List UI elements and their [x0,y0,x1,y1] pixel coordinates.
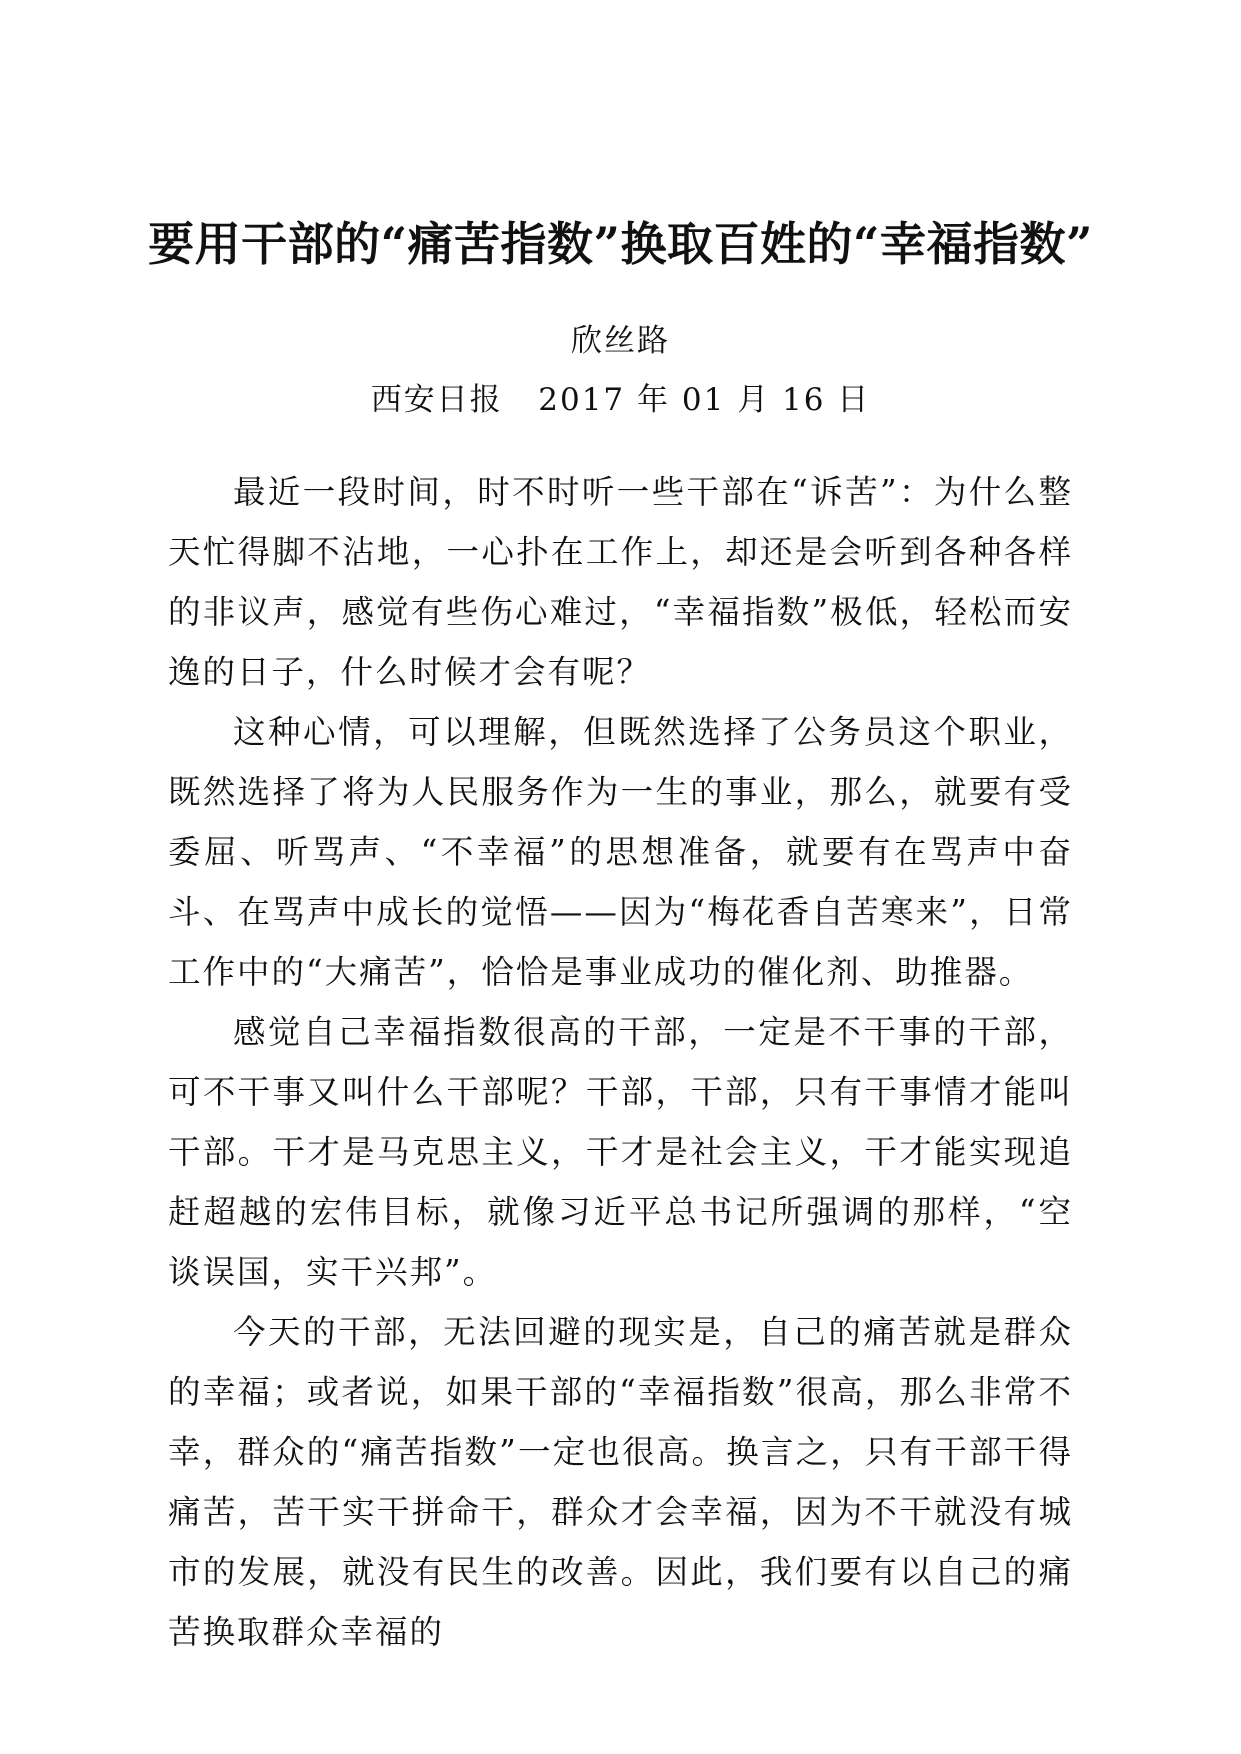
paragraph: 感觉自己幸福指数很高的干部，一定是不干事的干部，可不干事又叫什么干部呢？干部，干部，只有干事情才能叫干部。干才是马克思主义，干才是社会主义，干才能实现追赶超越的宏伟目标，就像习近平总书记所强调的那样，“空谈误国，实干兴邦”。 [168,1013,1073,1291]
paragraph: 这种心情，可以理解，但既然选择了公务员这个职业，既然选择了将为人民服务作为一生的事业，那么，就要有受委屈、听骂声、“不幸福”的思想准备，就要有在骂声中奋斗、在骂声中成长的觉悟——因为“梅花香自苦寒来”，日常工作中的“大痛苦”，恰恰是事业成功的催化剂、助推器。 [168,713,1073,991]
article-title: 要用干部的“痛苦指数”换取百姓的“幸福指数” [148,217,1093,271]
article-body [168,462,1073,1662]
article-source-date: 西安日报 2017 年 01 月 16 日 [370,382,871,418]
article-author: 欣丝路 [571,323,670,359]
paragraph: 最近一段时间，时不时听一些干部在“诉苦”：为什么整天忙得脚不沾地，一心扑在工作上，却还是会听到各种各样的非议声，感觉有些伤心难过，“幸福指数”极低，轻松而安逸的日子，什么时候才会有呢？ [168,473,1073,691]
paragraph: 今天的干部，无法回避的现实是，自己的痛苦就是群众的幸福；或者说，如果干部的“幸福指数”很高，那么非常不幸，群众的“痛苦指数”一定也很高。换言之，只有干部干得痛苦，苦干实干拼命干，群众才会幸福，因为不干就没有城市的发展，就没有民生的改善。因此，我们要有以自己的痛苦换取群众幸福的 [168,1313,1073,1651]
